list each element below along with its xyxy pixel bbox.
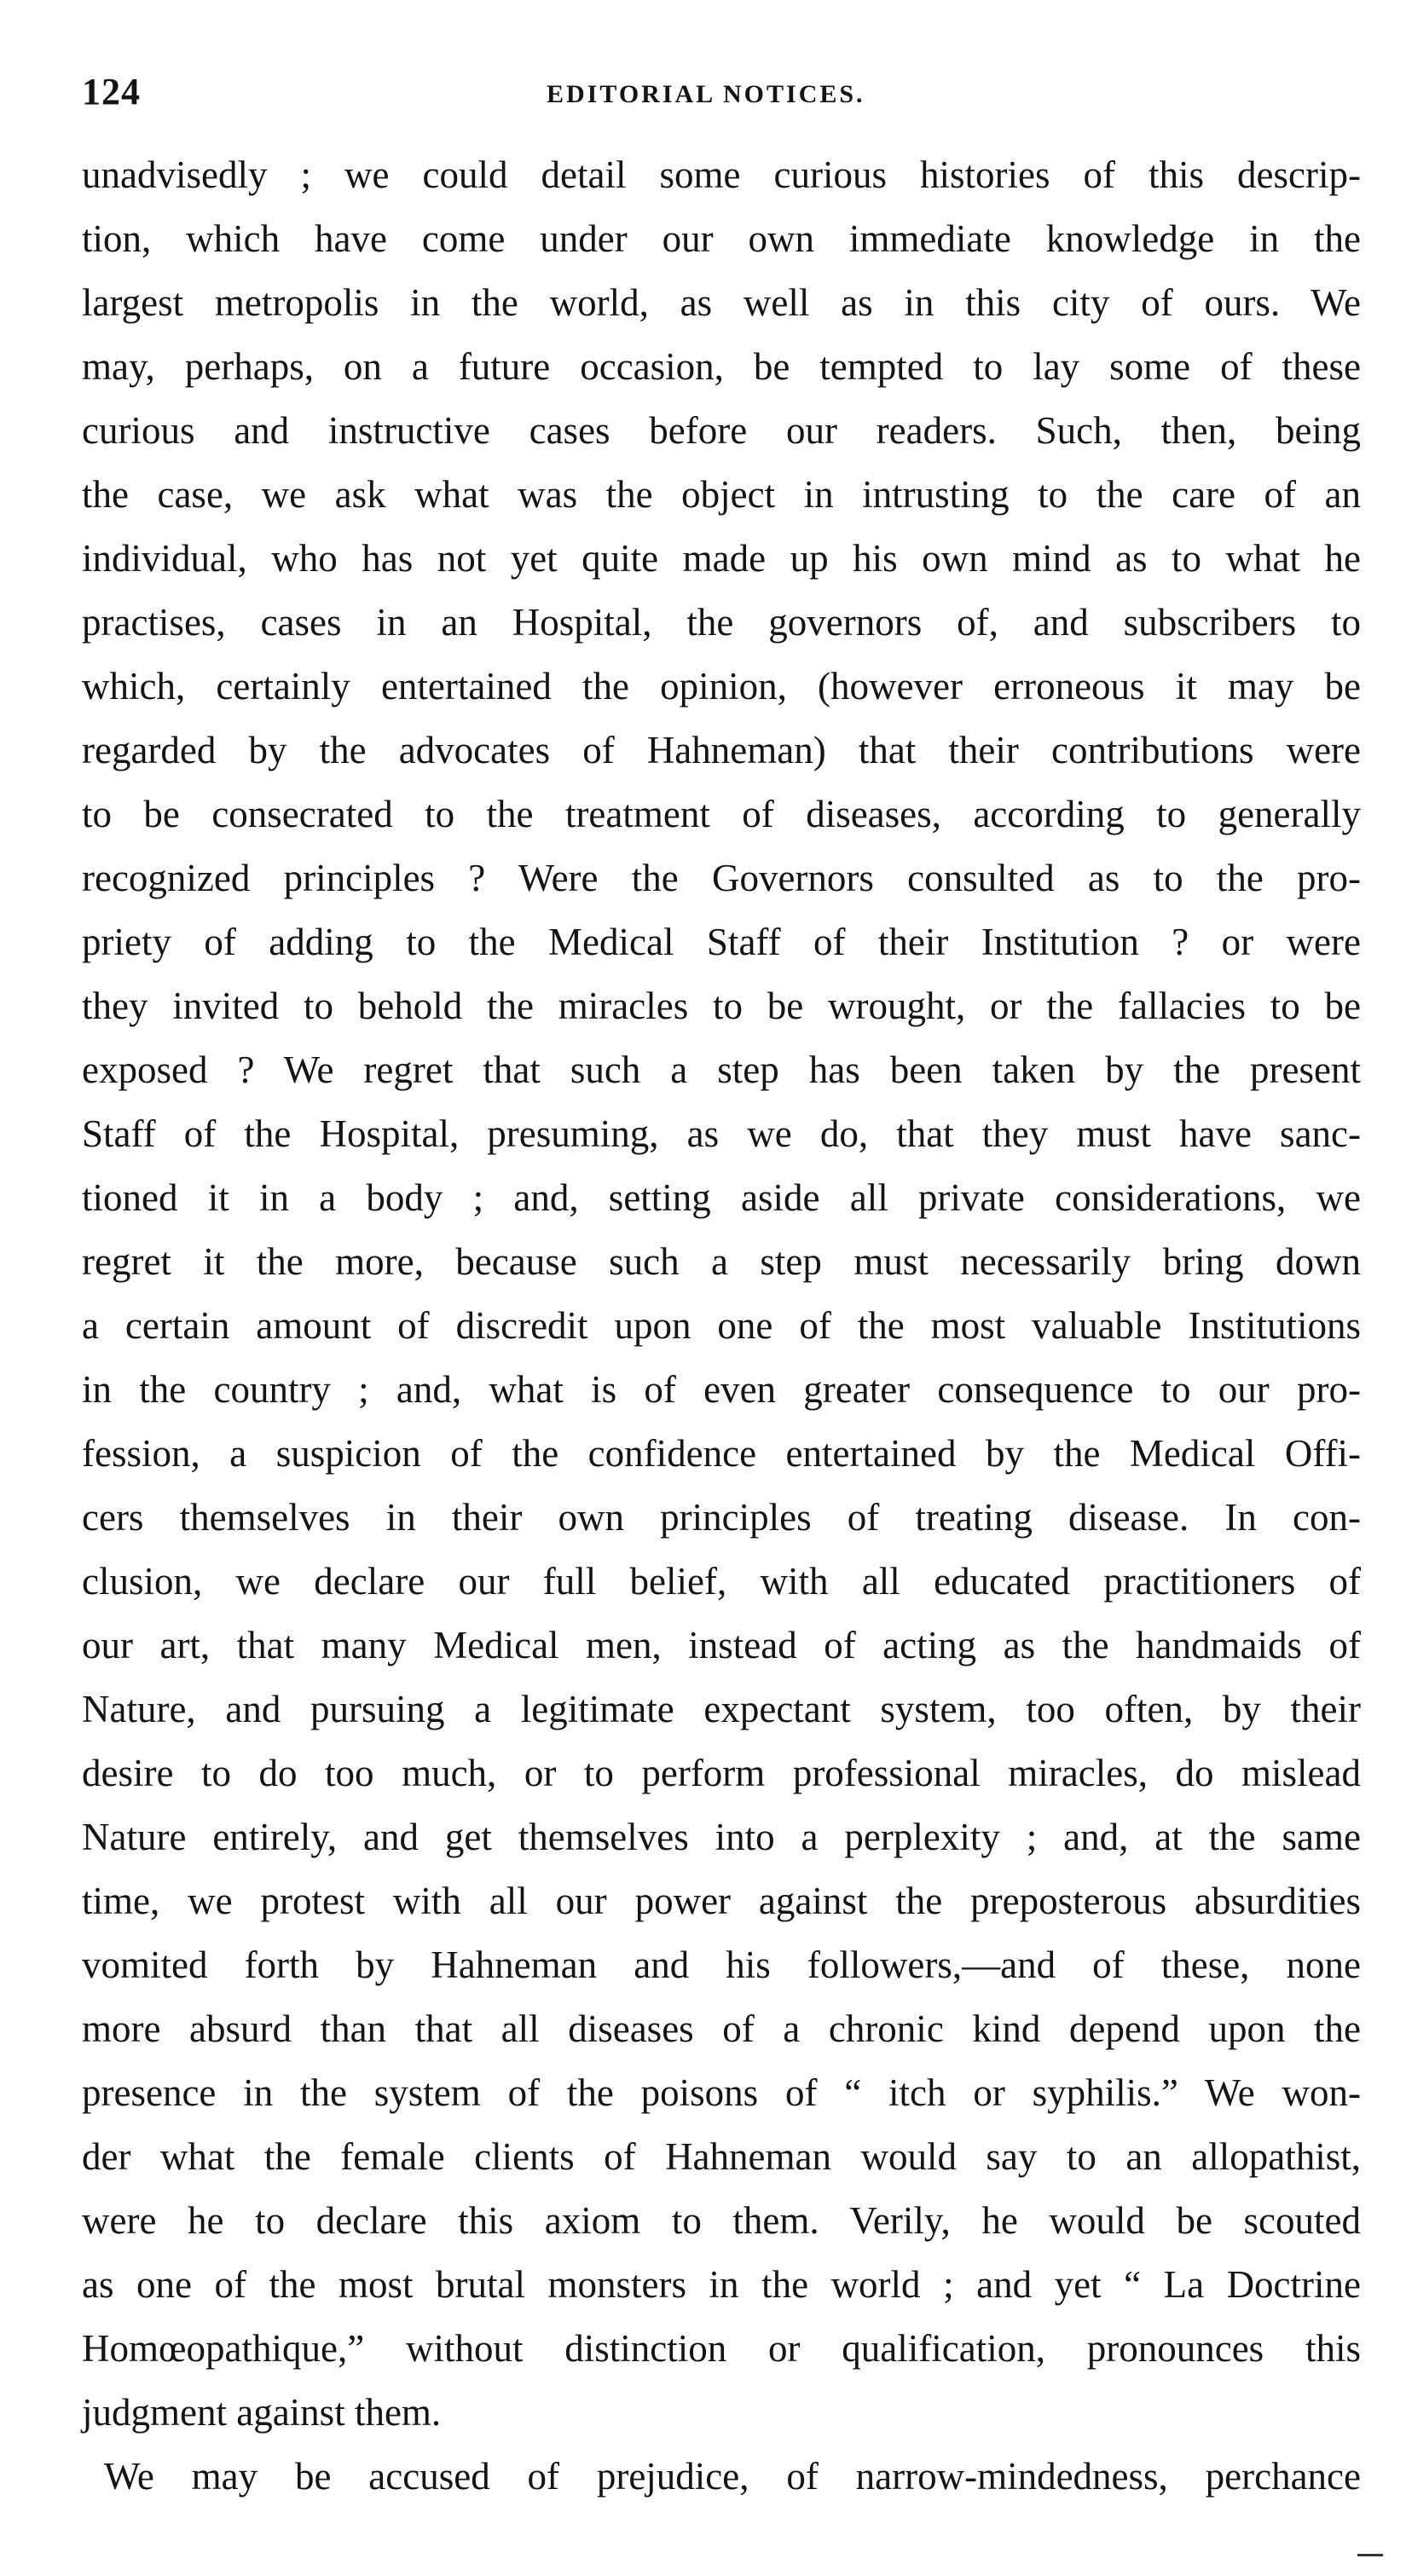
text-line: our art, that many Medical men, instead of acting as the handmaids of [82, 1624, 1361, 1666]
text-line: curious and instructive cases before our readers. Such, then, being [82, 409, 1361, 452]
text-line: Nature entirely, and get themselves into a perplexity ; and, at the same [82, 1816, 1361, 1858]
text-line: fession, a suspicion of the confidence entertained by the Medical Offi- [82, 1432, 1361, 1475]
page-header [82, 70, 1361, 130]
text-line: largest metropolis in the world, as well as in this city of ours. We [82, 281, 1361, 324]
text-line: Homœopathique,” without distinction or qualification, pronounces this [82, 2327, 1361, 2370]
text-line: Nature, and pursuing a legitimate expectant system, too often, by their [82, 1688, 1361, 1730]
text-line: cers themselves in their own principles of treating disease. In con- [82, 1496, 1361, 1539]
text-line: priety of adding to the Medical Staff of their Institution ? or were [82, 921, 1361, 963]
text-line: exposed ? We regret that such a step has been taken by the present [82, 1048, 1361, 1091]
text-line: regarded by the advocates of Hahneman) that their contributions were [82, 729, 1361, 771]
text-line: in the country ; and, what is of even greater consequence to our pro- [82, 1368, 1361, 1411]
text-line: may, perhaps, on a future occasion, be tempted to lay some of these [82, 345, 1361, 388]
text-line: vomited forth by Hahneman and his followers,—and of these, none [82, 1944, 1361, 1986]
text-line: to be consecrated to the treatment of diseases, according to generally [82, 793, 1361, 835]
body-text [82, 143, 1361, 2509]
text-line: unadvisedly ; we could detail some curious histories of this descrip- [82, 153, 1361, 196]
text-line: time, we protest with all our power against the preposterous absurdities [82, 1880, 1361, 1922]
text-line: We may be accused of prejudice, of narrow-mindedness, perchance [104, 2455, 1361, 2498]
text-line: der what the female clients of Hahneman would say to an allopathist, [82, 2135, 1361, 2178]
text-line: clusion, we declare our full belief, with all educated practitioners of [82, 1560, 1361, 1603]
page-number: 124 [82, 71, 141, 113]
text-line: tioned it in a body ; and, setting aside all private considerations, we [82, 1176, 1361, 1219]
text-line: Staff of the Hospital, presuming, as we do, that they must have sanc- [82, 1112, 1361, 1155]
text-line: desire to do too much, or to perform professional miracles, do mislead [82, 1752, 1361, 1794]
text-line: regret it the more, because such a step must necessarily bring down [82, 1240, 1361, 1283]
text-line: judgment against them. [82, 2391, 442, 2434]
text-line: tion, which have come under our own immediate knowledge in the [82, 217, 1361, 260]
text-line: individual, who has not yet quite made up his own mind as to what he [82, 537, 1361, 580]
text-line: more absurd than that all diseases of a chronic kind depend upon the [82, 2007, 1361, 2050]
text-line: were he to declare this axiom to them. Verily, he would be scouted [82, 2199, 1361, 2242]
text-line: presence in the system of the poisons of “ itch or syphilis.” We won- [82, 2071, 1361, 2114]
text-line: the case, we ask what was the object in intrusting to the care of an [82, 473, 1361, 516]
page-edge-mark [1357, 2554, 1383, 2556]
running-head: EDITORIAL NOTICES. [547, 80, 865, 108]
text-line: recognized principles ? Were the Governors consulted as to the pro- [82, 857, 1361, 899]
text-line: a certain amount of discredit upon one of the most valuable Institutions [82, 1304, 1361, 1347]
text-line: as one of the most brutal monsters in the world ; and yet “ La Doctrine [82, 2263, 1361, 2306]
text-line: practises, cases in an Hospital, the governors of, and subscribers to [82, 601, 1361, 644]
text-line: they invited to behold the miracles to be wrought, or the fallacies to be [82, 985, 1361, 1027]
text-line: which, certainly entertained the opinion, (however erroneous it may be [82, 665, 1361, 708]
